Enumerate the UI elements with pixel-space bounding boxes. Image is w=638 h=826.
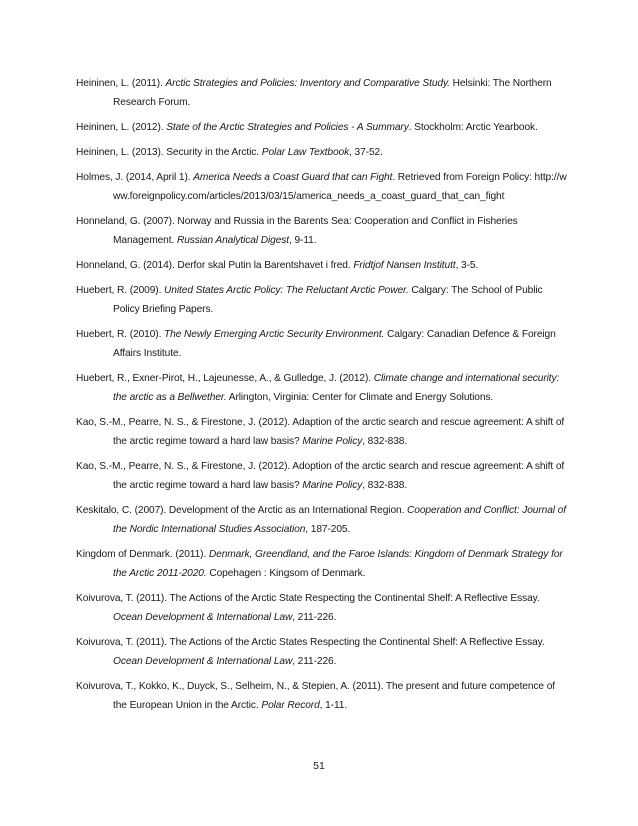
reference-entry xyxy=(76,256,570,275)
ref-text: , 3-5. xyxy=(455,260,479,271)
ref-text: Heininen, L. (2011). xyxy=(76,78,166,89)
ref-title: Polar Record xyxy=(261,700,320,711)
ref-text: Kao, S.-M., Pearre, N. S., & Firestone, J. (2012). Adaption of the arctic search and rescue agreement: A shift of the arctic regime toward a hard law basis? xyxy=(76,417,565,447)
reference-entry xyxy=(76,281,570,319)
ref-title: Marine Policy xyxy=(302,436,363,447)
ref-text: Calgary: Canadian Defence & Foreign Affairs Institute. xyxy=(113,329,556,359)
ref-text: Keskitalo, C. (2007). Development of the Arctic as an International Region. xyxy=(76,505,408,516)
ref-text: Heininen, L. (2013). Security in the Arctic. xyxy=(76,147,262,158)
reference-list xyxy=(76,74,570,721)
reference-entry xyxy=(76,589,570,627)
reference-entry xyxy=(76,325,570,363)
ref-title: Marine Policy xyxy=(302,480,363,491)
ref-text: Holmes, J. (2014, April 1). xyxy=(76,172,194,183)
ref-title: Ocean Development & International Law xyxy=(113,612,293,623)
reference-entry xyxy=(76,677,570,715)
reference-entry xyxy=(76,118,570,137)
ref-text: , 9-11. xyxy=(289,235,317,246)
ref-title: Polar Law Textbook xyxy=(261,147,350,158)
ref-title: Ocean Development & International Law xyxy=(113,656,293,667)
ref-title: Climate change and international security: the arctic as a Bellwether. xyxy=(113,373,560,403)
ref-text: Koivurova, T. (2011). The Actions of the Arctic States Respecting the Continental Shelf: A Reflective Essay. xyxy=(76,637,545,648)
ref-title: Fridtjof Nansen Institutt xyxy=(353,260,456,271)
ref-text: Huebert, R. (2010). xyxy=(76,329,165,340)
ref-text: , 832-838. xyxy=(362,436,408,447)
ref-text: , 37-52. xyxy=(349,147,383,158)
ref-text: Kao, S.-M., Pearre, N. S., & Firestone, J. (2012). Adoption of the arctic search and rescue agreement: A shift of the arctic regime toward a hard law basis? xyxy=(76,461,565,491)
ref-text: Kingdom of Denmark. (2011). xyxy=(76,549,209,560)
ref-title: United States Arctic Policy: The Reluctant Arctic Power. xyxy=(164,285,409,296)
ref-title: Russian Analytical Digest xyxy=(176,235,290,246)
ref-text: Helsinki: The Northern Research Forum. xyxy=(113,78,552,108)
reference-entry xyxy=(76,633,570,671)
ref-title: America Needs a Coast Guard that can Fight xyxy=(193,172,393,183)
ref-text: Heininen, L. (2012). xyxy=(76,122,167,133)
reference-entry xyxy=(76,168,570,206)
ref-text: Arlington, Virginia: Center for Climate and Energy Solutions. xyxy=(226,392,494,403)
ref-text: , 832-838. xyxy=(362,480,408,491)
ref-text: Huebert, R. (2009). xyxy=(76,285,165,296)
ref-text: Copehagen : Kingsom of Denmark. xyxy=(206,568,366,579)
ref-text: Calgary: The School of Public Policy Briefing Papers. xyxy=(113,285,543,315)
ref-text: Honneland, G. (2007). Norway and Russia in the Barents Sea: Cooperation and Conflict in Fisheries Management. xyxy=(76,216,518,246)
reference-entry xyxy=(76,457,570,495)
ref-text: , 211-226. xyxy=(292,656,337,667)
ref-text: Honneland, G. (2014). Derfor skal Putin la Barentshavet i fred. xyxy=(76,260,354,271)
ref-text: , 211-226. xyxy=(292,612,337,623)
ref-text: Koivurova, T., Kokko, K., Duyck, S., Selheim, N., & Stepien, A. (2011). The present and future competence of the European Union in the Arctic. xyxy=(76,681,556,711)
reference-entry xyxy=(76,413,570,451)
ref-text: , 1-11. xyxy=(319,700,348,711)
reference-entry xyxy=(76,212,570,250)
ref-title: The Newly Emerging Arctic Security Environment. xyxy=(164,329,385,340)
reference-entry xyxy=(76,501,570,539)
ref-title: State of the Arctic Strategies and Policies - A Summary xyxy=(166,122,409,133)
ref-text: Koivurova, T. (2011). The Actions of the Arctic State Respecting the Continental Shelf: A Reflective Essay. xyxy=(76,593,540,604)
ref-text: . Stockholm: Arctic Yearbook. xyxy=(408,122,538,133)
ref-title: Arctic Strategies and Policies: Inventory and Comparative Study. xyxy=(165,78,450,89)
reference-entry xyxy=(76,369,570,407)
ref-text: , 187-205. xyxy=(305,524,351,535)
ref-text: . Retrieved from Foreign Policy: http://www.foreignpolicy.com/articles/2013/03/15/america_needs_a_coast_guard_that_can_fight xyxy=(113,172,567,202)
page-number: 51 xyxy=(313,760,325,772)
reference-entry xyxy=(76,545,570,583)
ref-title: Cooperation and Conflict: Journal of the Nordic International Studies Association xyxy=(113,505,566,535)
ref-title: Denmark, Greendland, and the Faroe Islands: Kingdom of Denmark Strategy for the Arctic 2011-2020. xyxy=(113,549,563,579)
ref-text: Huebert, R., Exner-Pirot, H., Lajeunesse, A., & Gulledge, J. (2012). xyxy=(76,373,374,384)
reference-entry xyxy=(76,74,570,112)
reference-entry xyxy=(76,143,570,162)
